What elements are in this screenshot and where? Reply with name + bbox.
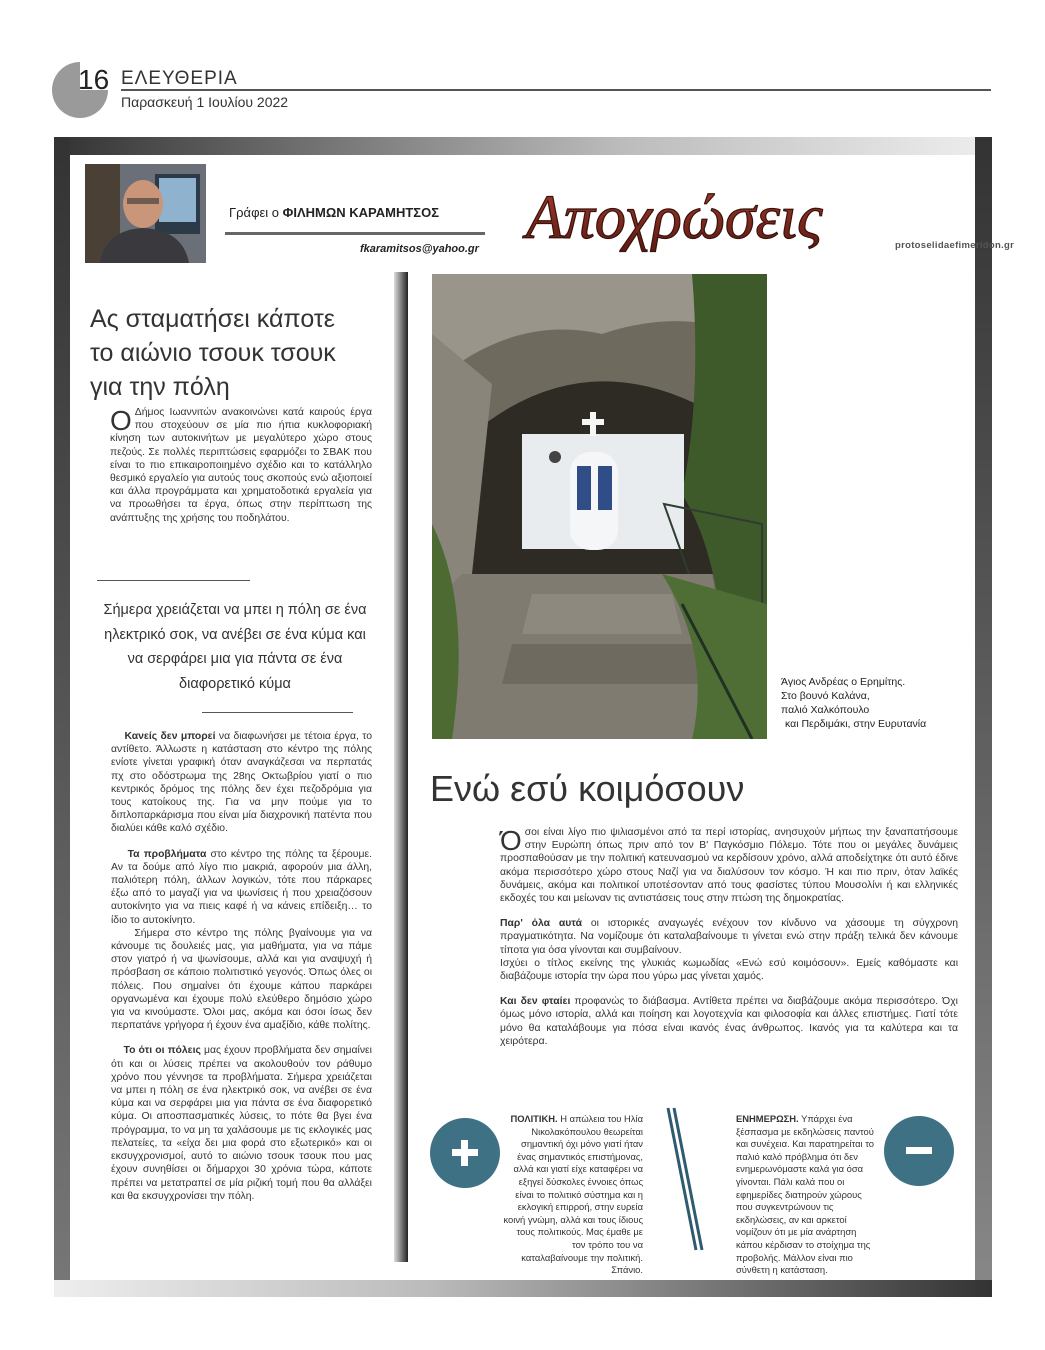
plus-box-text: ΠΟΛΙΤΙΚΗ. Η απώλεια του Ηλία Νικολακόπουλου θεωρείται σημαντική όχι μόνο γιατί ήταν ένας σημαντικός επιστήμονας, αλλά και γιατί είχε καταφέρει να εξηγεί δύσκολες έννοιες όπως είναι το πολιτικό σύστημα και η εκλογική επιρροή, στην ευρεία κοινή γνώμη, αλλά και τους ίδιους τους πολιτικούς. Μας έμαθε με τον τρόπο του να καταλαβαίνουμε την πολιτική. Σπάνιο. bbox=[503, 1113, 643, 1276]
pull-quote: Σήμερα χρειάζεται να μπει η πόλη σε ένα ηλεκτρικό σοκ, να ανέβει σε ένα κύμα και να σερφάρει μια για πάντα σε ένα διαφορετικό κύμα bbox=[103, 602, 367, 692]
header-rule bbox=[121, 89, 991, 91]
main-headline: Ενώ εσύ κοιμόσουν bbox=[430, 768, 745, 809]
plus-icon bbox=[430, 1118, 500, 1188]
byline-prefix: Γράφει ο bbox=[229, 205, 280, 220]
watermark: protoselidaefimeridon.gr bbox=[895, 240, 1015, 251]
issue-date: Παρασκευή 1 Ιουλίου 2022 bbox=[121, 94, 289, 110]
page-number-badge bbox=[52, 62, 108, 118]
frame-left-bar bbox=[54, 137, 70, 1297]
left-intro: Ο Δήμος Ιωαννιτών ανακοινώνει κατά καιρούς έργα που στοχεύουν σε μία πιο ήπια κυκλοφοριακή κίνηση των αυτοκινήτων με μεγαλύτερο χώρο στους πεζούς. Σε πολλές περιπτώσεις εφαρμόζει το ΣΒΑΚ που είναι το πιο επικαιροποιημένο σχέδιο και το κατάλληλο θεσμικό εργαλείο για αυτούς τους σκοπούς ενώ αξιοποιεί και άλλα προγράμματα και χρηματοδοτικά εργαλεία για να προωθήσει τα έργα, όπως στην περίπτωση της ανάπτυξης της χρήσης του ποδηλάτου. bbox=[110, 405, 372, 524]
frame-right-bar bbox=[975, 137, 992, 1297]
author-email[interactable]: fkaramitsos@yahoo.gr bbox=[360, 243, 479, 255]
author-name: ΦΙΛΗΜΩΝ ΚΑΡΑΜΗΤΣΟΣ bbox=[282, 205, 439, 220]
left-body: Κανείς δεν μπορεί να διαφωνήσει με τέτοια έργα, το αντίθετο. Άλλωστε η κατάσταση στο κέντρο της πόλης ενίοτε γίνεται γραφική όταν αναγκάζεσαι να περπατάς πχ στο οδόστρωμα της 28ης Οκτωβρίου γιατί ο πιο κεντρικός δρόμος της πόλης δεν έχει πεζοδρόμια για τους κατοίκους της. Για να μην πούμε για το διπλοπαρκάρισμα που είναι μία διαχρονική πατέντα που διαλύει κάθε καλό σχέδιο. Τα προβλήματα στο κέντρο της πόλης τα ξέρουμε. Αν τα δούμε από λίγο πιο μακριά, αφορούν μια άλλη, παλιότερη πόλη, άλλων λογικών, τότε που πάρκαρες έξω από το μαγαζί για να ψωνίσεις ή που χρειαζόσουν αυτοκίνητο για να πιεις καφέ ή να κάνεις επίδειξη… το ίδιο το αυτοκίνητο. Σήμερα στο κέντρο της πόλης βγαίνουμε για να κάνουμε τις δουλειές μας, για μαθήματα, για να πάμε στον γιατρό ή να ψωνίσουμε, αλλά και για αναψυχή ή πρόσβαση σε κάποιο πολιτιστικό γεγονός. Όπως όλες οι πόλεις. Που σημαίνει ότι έχουμε κάπου παρκάρει οργανωμένα και έχουμε πολύ ελεύθερο δημόσιο χώρο για να κινούμαστε. Όλοι μας, ακόμα και όσοι ίσως δεν περπατάνε γρήγορα ή έχουν ένα αμαξίδιο, κάθε πολίτης. Το ότι οι πόλεις μας έχουν προβλήματα δεν σημαίνει ότι και οι λύσεις πρέπει να ακολουθούν τον ράθυμο χρόνο που γέννησε τα προβλήματα. Σήμερα χρειάζεται να μπει η πόλη σε ένα ηλεκτρικό σοκ, να ανέβει σε ένα κύμα και να σερφάρει μια για πάντα σε ένα διαφορετικό κύμα. Οι αποσπασματικές λύσεις, το πότε θα βγει ένα πρόγραμμα, το να μη τα χαλάσουμε με τις εκλογικές μας πελατείες, τα «είχα δει μια φορά στο εξωτερικό» και οι εκσυγχρονισμοί, αυτό το αιώνιο τσουκ τσουκ που μας έχουν συνηθίσει οι δήμαρχοι 30 χρόνια τώρα, κάποτε πρέπει να μετατραπεί σε μία ριζική τομή που θα αλλάξει και θα εκσυγχρονίσει την πόλη. bbox=[111, 731, 372, 1202]
left-headline: Ας σταματήσει κάποτε το αιώνιο τσουκ τσουκ για την πόλη bbox=[90, 305, 336, 401]
minus-icon bbox=[884, 1116, 954, 1186]
paper-name: ΕΛΕΥΘΕΡΙΑ bbox=[121, 68, 238, 89]
main-body: Όσοι είναι λίγο πιο ψιλιασμένοι από τα περί ιστορίας, ανησυχούν μήπως την ξαναπατήσουμε στην Ευρώπη όπως πριν από τον Β' Παγκόσμιο Πόλεμο. Τότε που οι μεγάλες δυνάμεις προσπαθούσαν με την πολιτική κατευνασμού να κερδίσουν χρόνο, αλλά αποδείχτηκε ότι αυτό έδινε ακόμα περισσότερο χώρο στους Ναζί για να διαλύσουν τον κόσμο. Ή και πιο πριν, όταν λαϊκές δυνάμεις, ακόμα και πολιτικοί υποτέσονταν από τους φασίστες τύπου Μουσολίνι ή και ελληνικές εκδοχές του και μείωναν τις αντιστάσεις τους στην πτώση της δημοκρατίας. Παρ' όλα αυτά οι ιστορικές αναγωγές ενέχουν τον κίνδυνο να χάσουμε τη σύγχρονη πραγματικότητα. Να νομίζουμε ότι καταλαβαίνουμε τι γίνεται ενώ στην πράξη τελικά δεν κάνουμε τίποτα για όσα γίνονται και συμβαίνουν. Ισχύει ο τίτλος εκείνης της γλυκιάς κωμωδίας «Ενώ εσύ κοιμόσουν». Εμείς καθόμαστε και διαβάζουμε ιστορία την ώρα που γύρω μας γίνεται χαμός. Και δεν φταίει προφανώς το διάβασμα. Αντίθετα πρέπει να διαβάζουμε ακόμα περισσότερο. Όχι όμως μόνο ιστορία, αλλά και ποίηση και λογοτεχνία και φιλοσοφία και άλλες επιστήμες. Γιατί τότε μόνο θα καταλάβουμε για πόσα είναι ικανός ένας άνθρωπος. Ικανός για τα καλύτερα και τα χειρότερα. bbox=[500, 825, 958, 1047]
byline bbox=[229, 205, 439, 220]
author-photo bbox=[85, 164, 206, 263]
column-logo bbox=[520, 170, 920, 266]
photo-caption: Άγιος Ανδρέας ο Ερημίτης. Στο βουνό Καλάνα, παλιό Χαλκόπουλο και Περδιμάκι, στην Ευρυτανία bbox=[781, 676, 927, 730]
box-divider-slashes bbox=[660, 1106, 710, 1252]
byline-rule bbox=[225, 232, 485, 235]
page-number: 16 bbox=[78, 64, 110, 95]
column-logo-text: Αποχρώσεις bbox=[526, 184, 823, 252]
frame-bottom-bar bbox=[54, 1280, 992, 1297]
column-divider-bar bbox=[394, 272, 408, 1262]
pull-quote-rule-top bbox=[97, 580, 250, 581]
left-dropcap: Ο bbox=[110, 405, 132, 436]
minus-box-text: ΕΝΗΜΕΡΩΣΗ. Υπάρχει ένα ξέσπασμα με εκδηλώσεις παντού και συνέχεια. Και παρατηρείται το παλιό καλό πρόβλημα ότι δεν ενημερωνόμαστε καλά για όσα γίνονται. Πάλι καλά που οι εφημερίδες διατηρούν χώρους που συγκεντρώνουν τις εκδηλώσεις, αν και αρκετοί νομίζουν ότι με μία ανάρτηση κάπου κέρδισαν το στοίχημα της προβολής. Μάλλον είναι πιο σύνθετη η κατάσταση. bbox=[736, 1113, 875, 1276]
main-dropcap: Ό bbox=[500, 825, 522, 856]
frame-top-bar bbox=[54, 137, 992, 155]
chapel-photo bbox=[432, 274, 767, 739]
pull-quote-rule-bottom bbox=[202, 712, 353, 713]
